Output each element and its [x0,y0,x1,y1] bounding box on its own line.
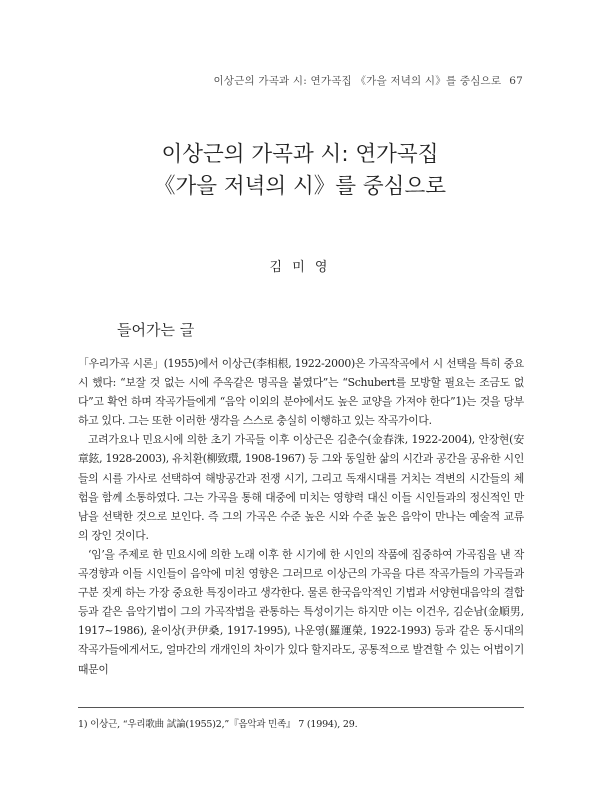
footnote: 1) 이상근, “우리歌曲 試論(1955)2,”『음악과 민족』 7 (1994), 29. [78,719,358,730]
page-title [0,139,600,203]
running-head-text: 이상근의 가곡과 시: 연가곡집 《가을 저녁의 시》를 중심으로 [213,75,502,87]
paragraph-3: ‘임’을 주제로 한 민요시에 의한 노래 이후 한 시기에 한 시인의 작품에 집중하여 가곡집을 낸 작곡경향과 이들 시인들이 음악에 미친 영향은 그러므로 이상근의 가곡을 다른 작곡가들의 가곡들과 구분 짓게 하는 가장 중요한 특징이라고 생각한다. 물론 한국음악적인 기법과 서양현대음악의 결합 등과 같은 음악기법이 그의 가곡작법을 관통하는 특성이기는 하지만 이는 이건우, 김순남(金順男, 1917~1986), 윤이상(尹伊桑, 1917-1995), 나운영(羅運榮, 1922-1993) 등과 같은 동시대의 작곡가들에게서도, 얼마간의 개개인의 차이가 있다 할지라도, 공통적으로 발견할 수 있는 어법이기 때문이 [78,547,524,676]
author-name: 김 미 영 [269,260,331,275]
title-line-2: 《가을 저녁의 시》를 중심으로 [154,174,446,199]
paragraph-2: 고려가요나 민요시에 의한 초기 가곡들 이후 이상근은 김춘수(金春洙, 1922-2004), 안장현(安章鉉, 1928-2003), 유치환(柳致環, 1908-1967) 등 그와 동일한 삶의 시간과 공간을 공유한 시인들의 시를 가사로 선택하여 해방공간과 전쟁 시기, 그리고 독재시대를 거치는 격변의 시간들의 체험을 함께 소통하였다. 그는 가곡을 통해 대중에 미치는 영향력 대신 이들 시인들과의 정신적인 만남을 선택한 것으로 보인다. 즉 그의 가곡은 수준 높은 시와 수준 높은 음악이 만나는 예술적 교류의 장인 것이다. [78,433,524,542]
paragraph-1: 「우리가곡 시론」(1955)에서 이상근(李相根, 1922-2000)은 가곡작곡에서 시 선택을 특히 중요시 했다: “보잘 것 없는 시에 주옥같은 명곡을 붙였다”는 “Schubert를 모방할 필요는 조금도 없다”고 확언 하며 작곡가들에게 “음악 이외의 분야에서도 높은 교양을 가져야 한다”1)는 것을 당부하고 있다. 그는 또한 이러한 생각을 스스로 충실히 이행하고 있는 작곡가이다. [78,357,524,428]
footnote-divider [78,707,524,708]
running-head [213,73,523,88]
title-line-1: 이상근의 가곡과 시: 연가곡집 [161,142,439,167]
section-heading: 들어가는 글 [117,321,195,339]
page-number: 67 [509,75,523,87]
body-text [78,354,524,679]
